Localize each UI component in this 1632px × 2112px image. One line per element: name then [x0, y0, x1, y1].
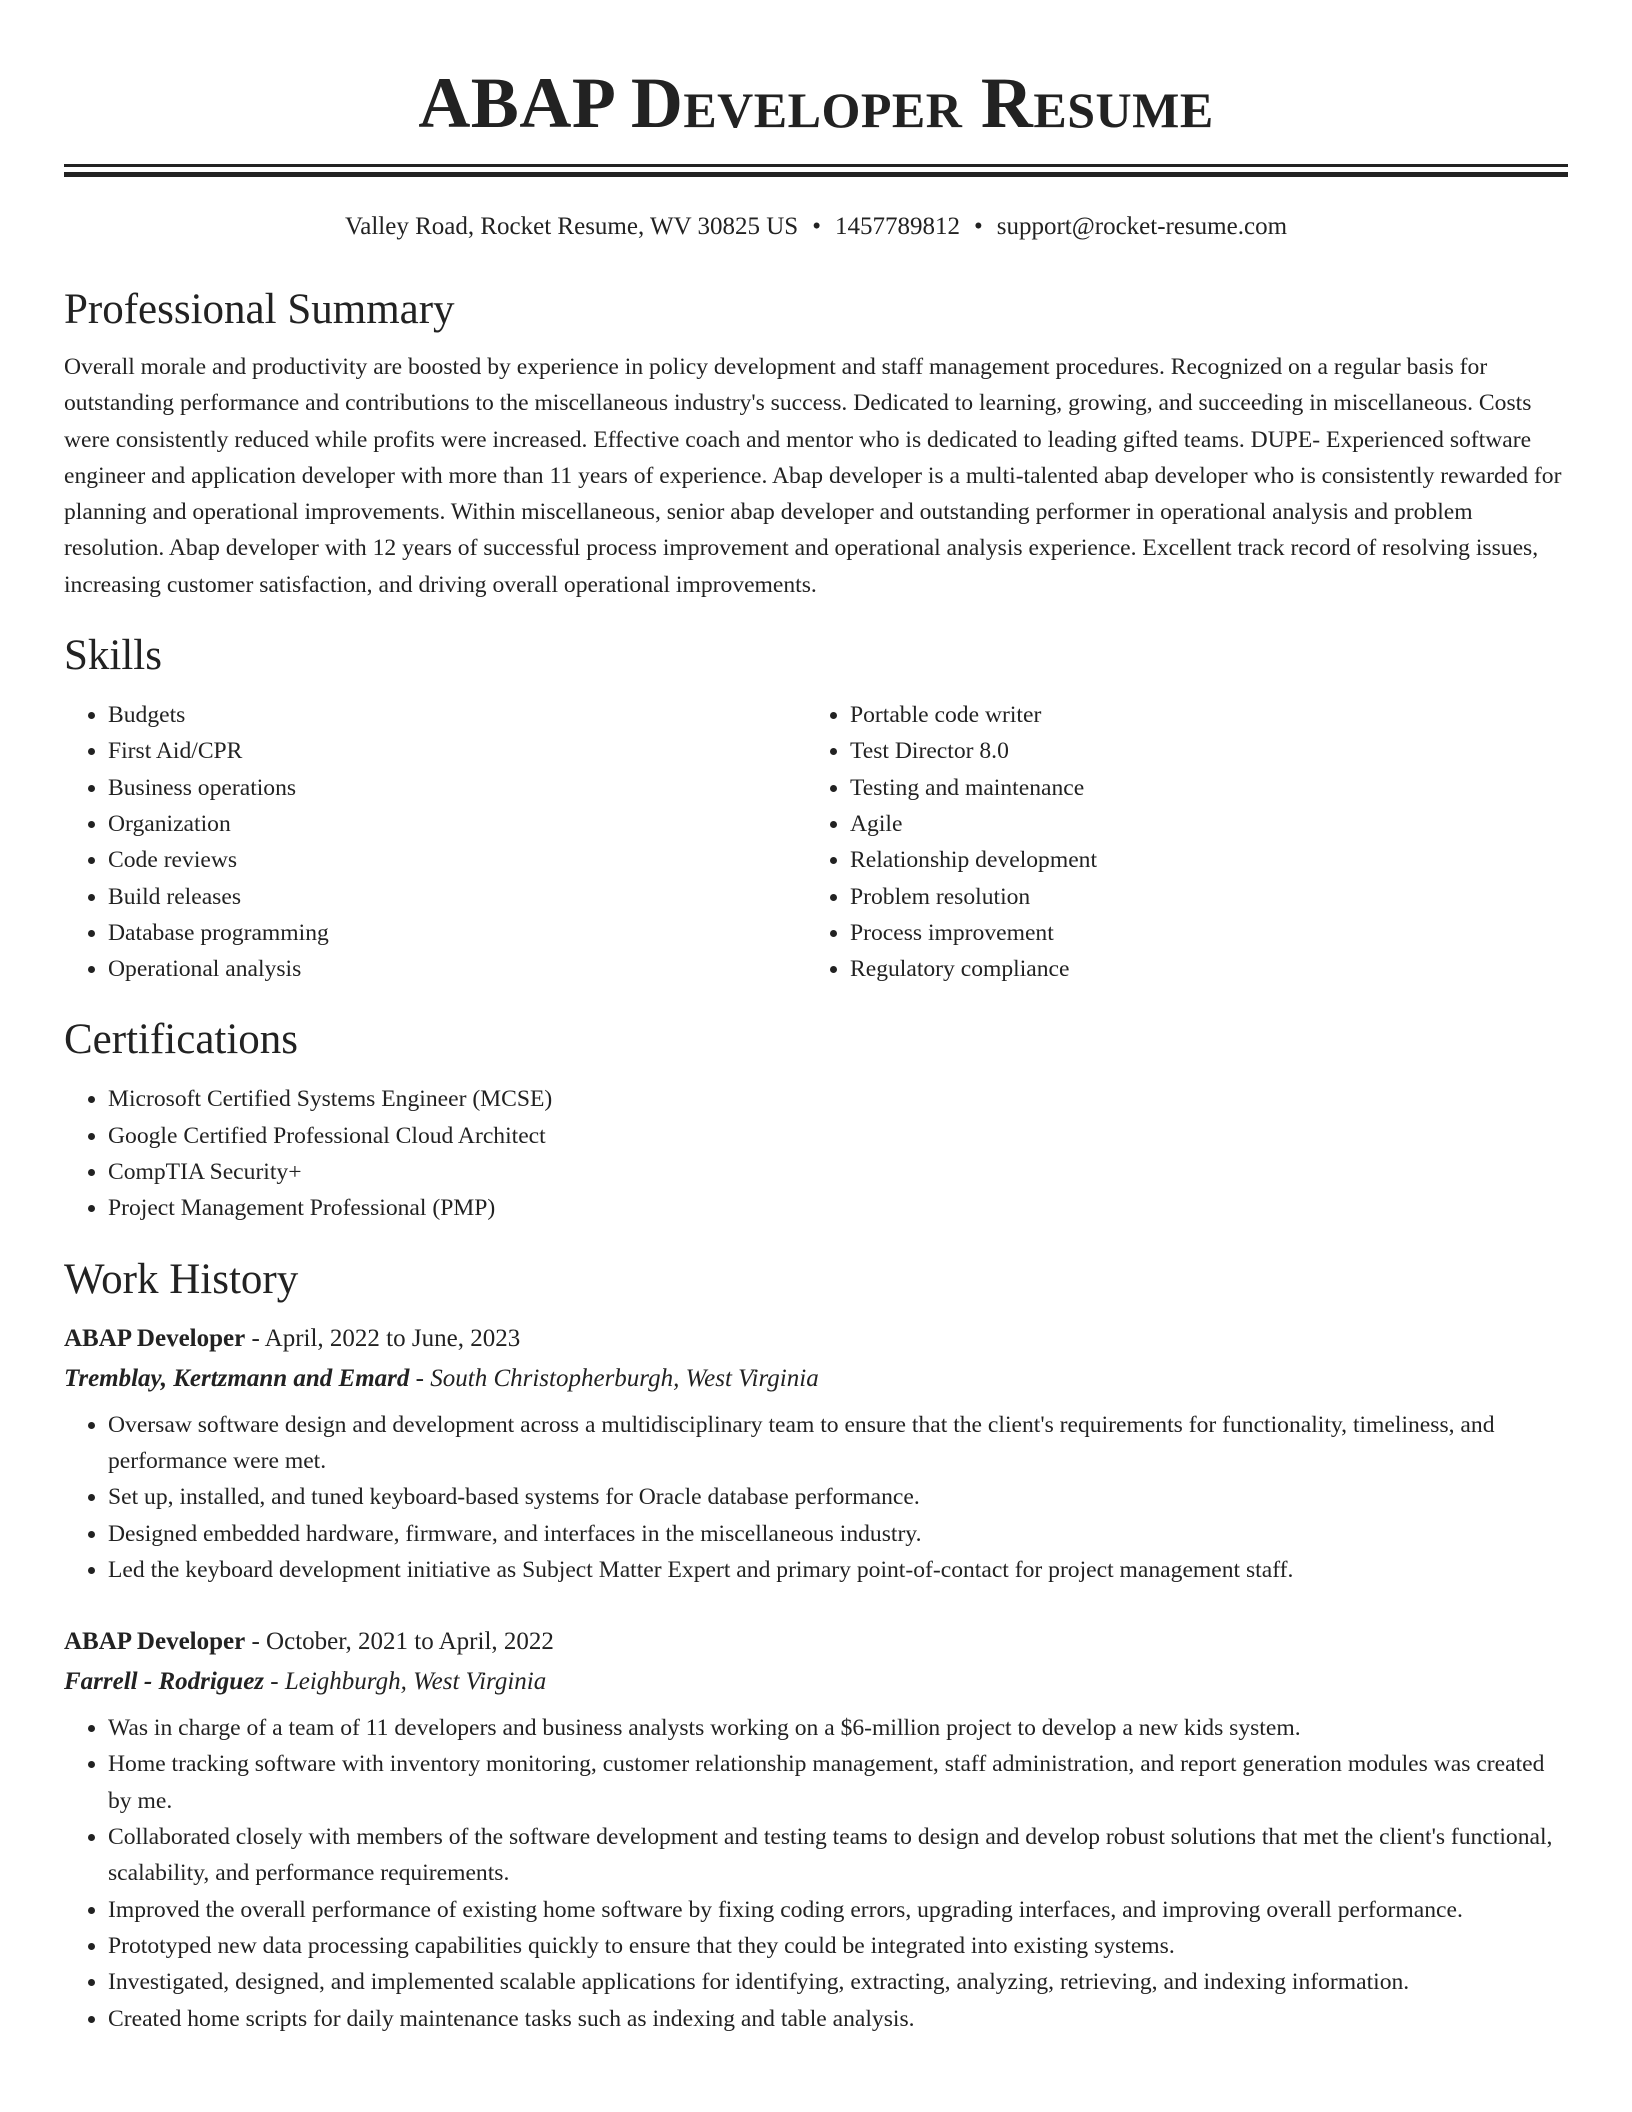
job-bullet: • Oversaw software design and development across a multidisciplinary team to ensure that the client's requirements for functionality, timeliness, and performance were met.	[108, 1407, 1568, 1480]
skills-column-right	[806, 697, 1548, 987]
contact-phone: 1457789812	[834, 213, 960, 240]
job-title: ABAP Developer	[64, 1628, 246, 1656]
job-title-line	[64, 1319, 1568, 1359]
certifications-heading: Certifications	[64, 1016, 299, 1064]
certifications-list	[64, 1081, 1568, 1226]
skill-item: • Regulatory compliance	[850, 951, 1548, 987]
certification-item: • Google Certified Professional Cloud Architect	[108, 1118, 1568, 1154]
work-history-heading: Work History	[64, 1255, 299, 1303]
job-dates: - April, 2022 to June, 2023	[245, 1324, 521, 1352]
skill-item: • Database programming	[108, 915, 806, 951]
job-company-line	[64, 1662, 1568, 1702]
job-bullet: • Prototyped new data processing capabilities quickly to ensure that they could be integrated into existing systems.	[108, 1928, 1568, 1964]
certification-item: • Microsoft Certified Systems Engineer (MCSE)	[108, 1081, 1568, 1117]
summary-heading: Professional Summary	[64, 286, 455, 333]
job-bullets	[64, 1710, 1568, 2037]
job-bullet: • Investigated, designed, and implemented scalable applications for identifying, extracting, analyzing, retrieving, and indexing information.	[108, 1964, 1568, 2000]
job-bullet: • Created home scripts for daily maintenance tasks such as indexing and table analysis.	[108, 2001, 1568, 2037]
job-location: - Leighburgh, West Virginia	[264, 1668, 547, 1696]
page-title: ABAP Developer Resume	[418, 63, 1214, 143]
job-title: ABAP Developer	[64, 1324, 246, 1352]
job-bullet: • Was in charge of a team of 11 developers and business analysts working on a $6-million project to develop a new kids system.	[108, 1710, 1568, 1746]
job-entry	[64, 1622, 1568, 2037]
skills-list	[64, 697, 1568, 987]
job-bullet: • Set up, installed, and tuned keyboard-based systems for Oracle database performance.	[108, 1479, 1568, 1515]
skill-item: • Business operations	[108, 770, 806, 806]
job-entry	[64, 1319, 1568, 1588]
job-bullet: • Collaborated closely with members of the software development and testing teams to design and develop robust solutions that met the client's functional, scalability, and performance requirements.	[108, 1819, 1568, 1892]
title-divider-top	[64, 164, 1568, 167]
skill-item: • Budgets	[108, 697, 806, 733]
job-bullets	[64, 1407, 1568, 1588]
job-bullet: • Designed embedded hardware, firmware, and interfaces in the miscellaneous industry.	[108, 1516, 1568, 1552]
skill-item: • First Aid/CPR	[108, 733, 806, 769]
summary-text: Overall morale and productivity are boosted by experience in policy development and staff management procedures. Recognized on a regular basis for outstanding performance and contributions to the miscellaneous industry's success. Dedicated to learning, growing, and succeeding in miscellaneous. Costs were consistently reduced while profits were increased. Effective coach and mentor who is dedicated to leading gifted teams. DUPE- Experienced software engineer and application developer with more than 11 years of experience. Abap developer is a multi-talented abap developer who is consistently rewarded for planning and operational improvements. Within miscellaneous, senior abap developer and outstanding performer in operational analysis and problem resolution. Abap developer with 12 years of successful process improvement and operational analysis experience. Excellent track record of resolving issues, increasing customer satisfaction, and driving overall operational improvements.	[64, 354, 1562, 598]
skills-heading: Skills	[64, 632, 162, 680]
skill-item: • Problem resolution	[850, 879, 1548, 915]
contact-separator: •	[973, 213, 983, 240]
skills-column-left	[64, 697, 806, 987]
job-title-line	[64, 1622, 1568, 1662]
skill-item: • Portable code writer	[850, 697, 1548, 733]
certification-item: • Project Management Professional (PMP)	[108, 1190, 1568, 1226]
job-company-line	[64, 1359, 1568, 1399]
skill-item: • Relationship development	[850, 842, 1548, 878]
skill-item: • Operational analysis	[108, 951, 806, 987]
job-bullet: • Led the keyboard development initiative as Subject Matter Expert and primary point-of-contact for project management staff.	[108, 1552, 1568, 1588]
job-dates: - October, 2021 to April, 2022	[245, 1628, 554, 1656]
job-company: Farrell - Rodriguez	[64, 1668, 265, 1696]
contact-email: support@rocket-resume.com	[996, 213, 1288, 240]
contact-address: Valley Road, Rocket Resume, WV 30825 US	[344, 213, 799, 240]
skill-item: • Testing and maintenance	[850, 770, 1548, 806]
job-company: Tremblay, Kertzmann and Emard	[64, 1364, 410, 1392]
skill-item: • Test Director 8.0	[850, 733, 1548, 769]
skill-item: • Process improvement	[850, 915, 1548, 951]
skill-item: • Code reviews	[108, 842, 806, 878]
skill-item: • Build releases	[108, 879, 806, 915]
job-bullet: • Home tracking software with inventory monitoring, customer relationship management, staff administration, and report generation modules was created by me.	[108, 1746, 1568, 1819]
title-divider-bottom	[64, 172, 1568, 177]
certification-item: • CompTIA Security+	[108, 1154, 1568, 1190]
contact-separator: •	[812, 213, 821, 240]
skill-item: • Agile	[850, 806, 1548, 842]
job-bullet: • Improved the overall performance of existing home software by fixing coding errors, upgrading interfaces, and improving overall performance.	[108, 1892, 1568, 1928]
job-location: - South Christopherburgh, West Virginia	[409, 1364, 819, 1392]
skill-item: • Organization	[108, 806, 806, 842]
contact-line	[64, 211, 1568, 243]
